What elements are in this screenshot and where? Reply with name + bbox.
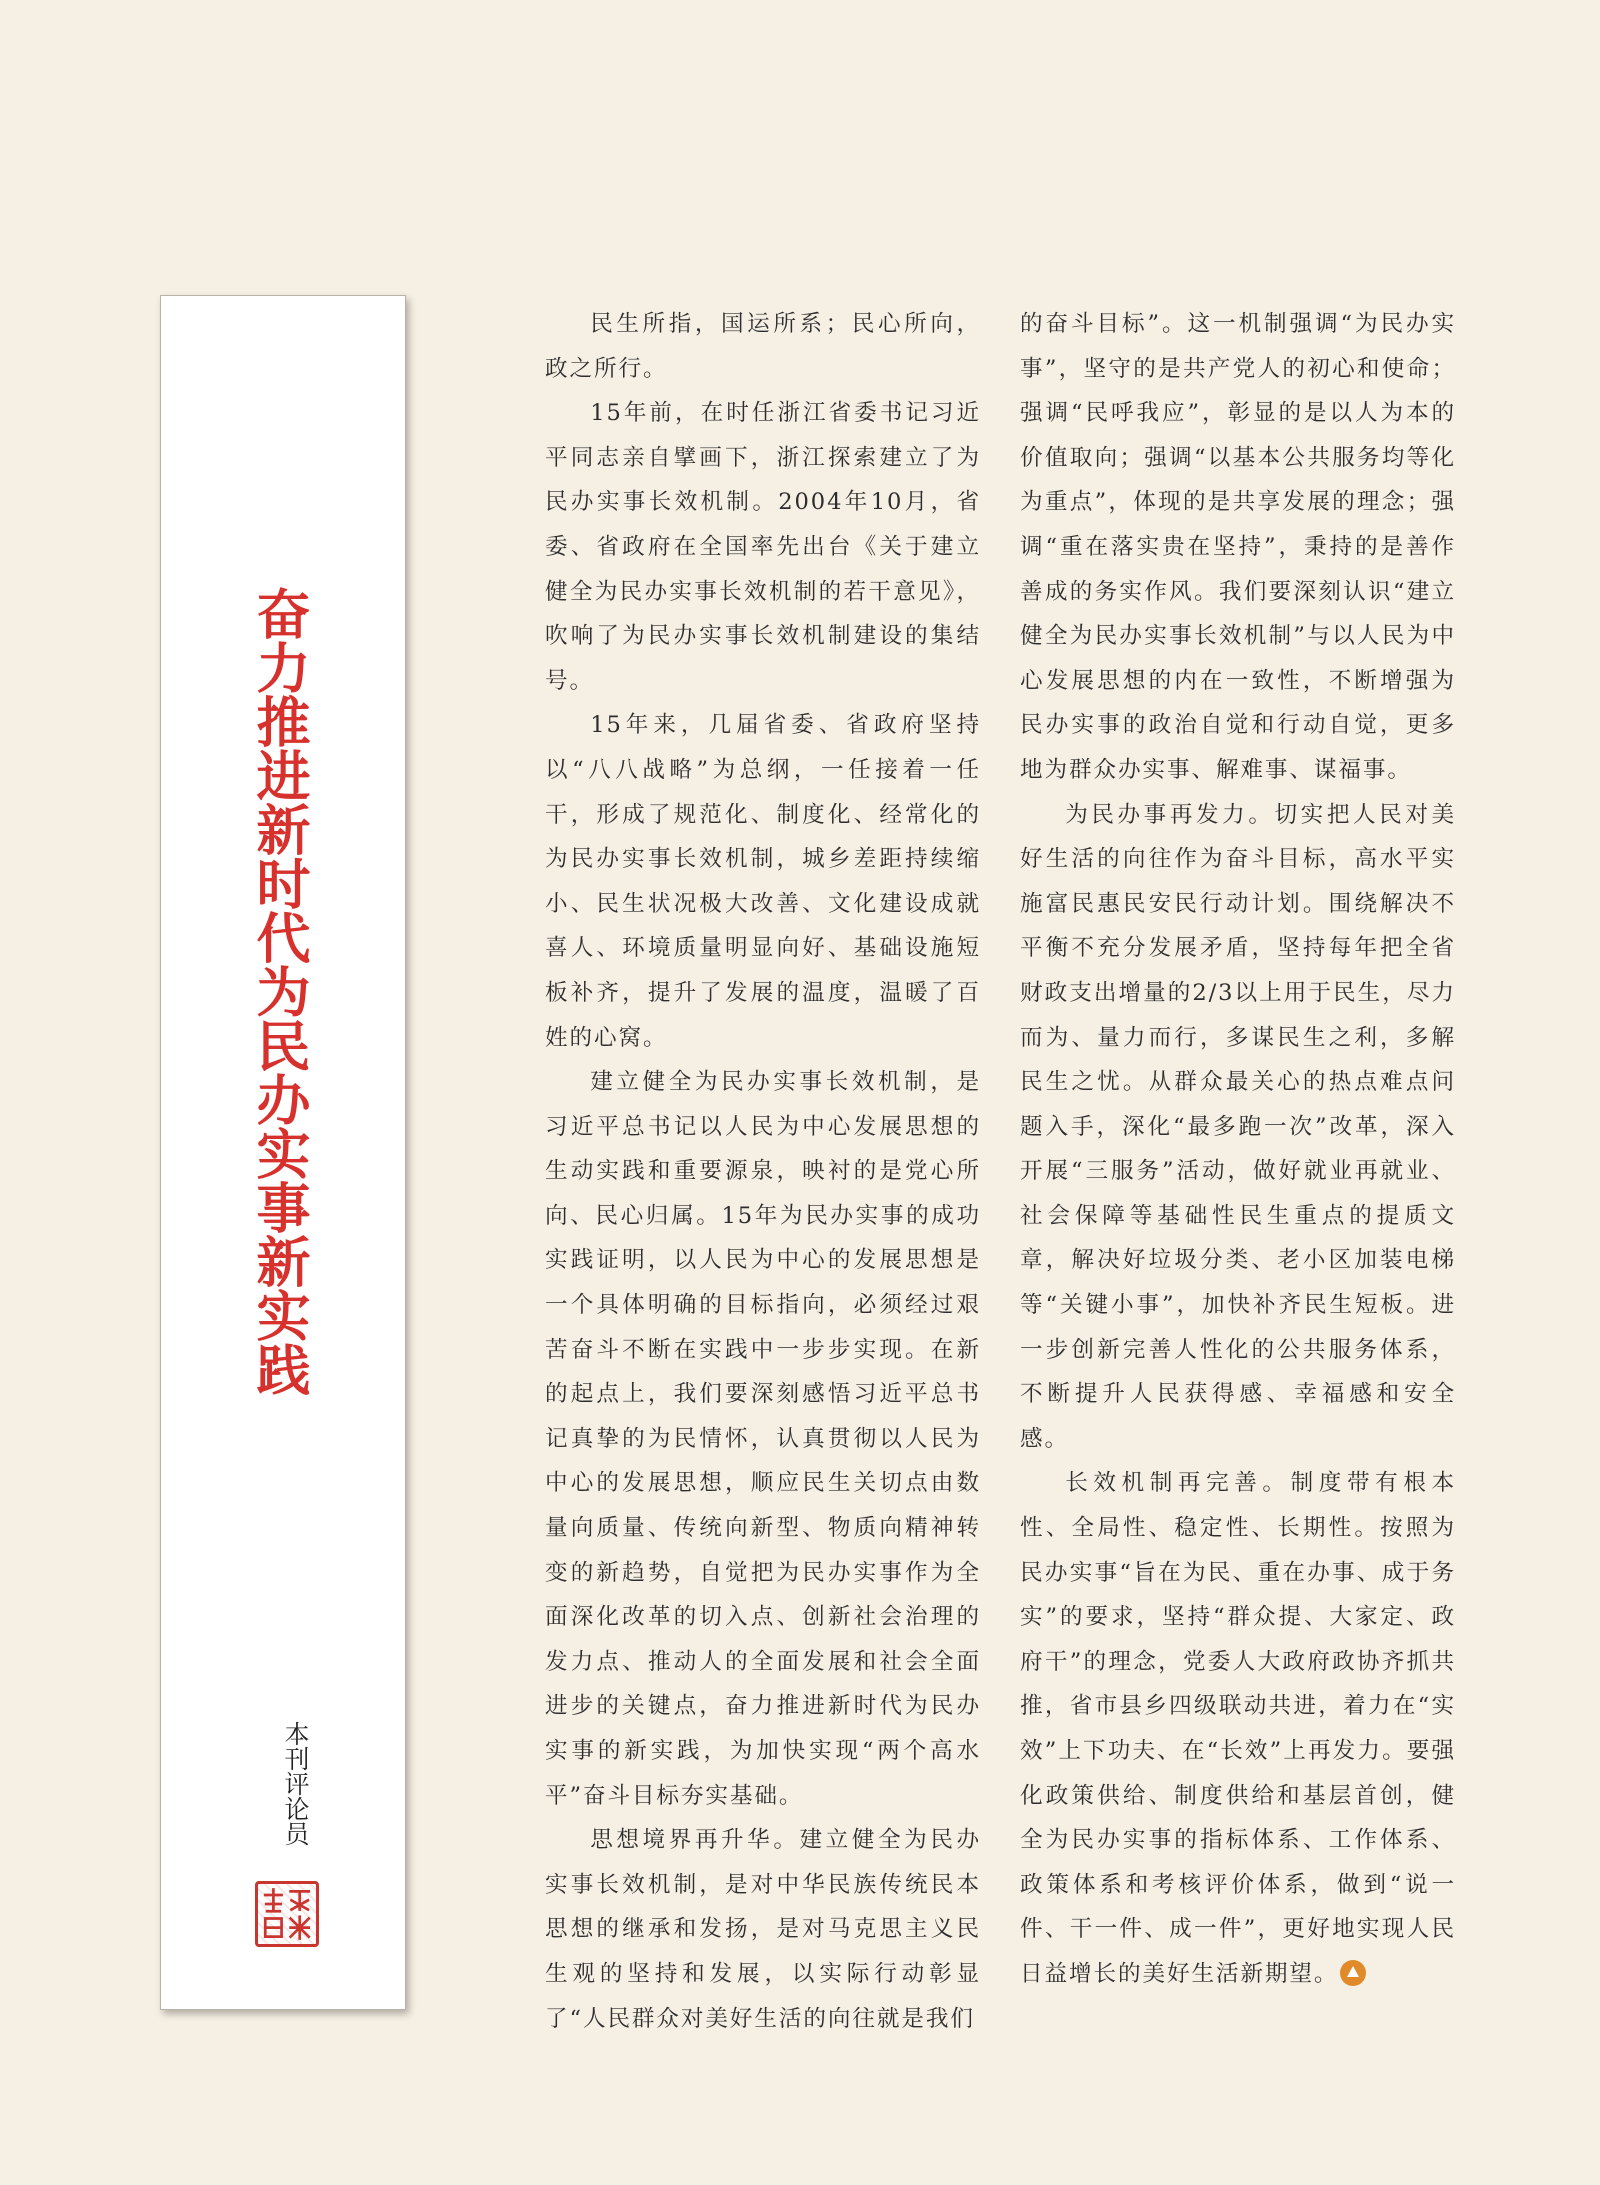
seal-stamp-icon <box>255 1881 319 1947</box>
paragraph-final <box>1020 1461 1456 1996</box>
article-title: 奋力推进新时代为民办实事新实践 <box>248 586 311 1396</box>
paragraph: 15年来，几届省委、省政府坚持以“八八战略”为总纲，一任接着一任干，形成了规范化、制度化、经常化的为民办实事长效机制，城乡差距持续缩小、民生状况极大改善、文化建设成就喜人、环境质量明显向好、基础设施短板补齐，提升了发展的温度，温暖了百姓的心窝。 <box>545 712 981 1051</box>
article-column-right <box>1020 302 1456 1997</box>
paragraph-continued: 的奋斗目标”。这一机制强调“为民办实事”，坚守的是共产党人的初心和使命；强调“民呼我应”，彰显的是以人为本的价值取向；强调“以基本公共服务均等化为重点”，体现的是共享发展的理念；强调“重在落实贵在坚持”，秉持的是善作善成的务实作风。我们要深刻认识“建立健全为民办实事长效机制”与以人民为中心发展思想的内在一致性，不断增强为民办实事的政治自觉和行动自觉，更多地为群众办实事、解难事、谋福事。 <box>1020 311 1456 783</box>
paragraph: 15年前，在时任浙江省委书记习近平同志亲自擘画下，浙江探索建立了为民办实事长效机制。2004年10月，省委、省政府在全国率先出台《关于建立健全为民办实事长效机制的若干意见》，吹响了为民办实事长效机制建设的集结号。 <box>545 400 981 694</box>
title-panel <box>160 295 406 2010</box>
paragraph: 建立健全为民办实事长效机制，是习近平总书记以人民为中心发展思想的生动实践和重要源泉，映衬的是党心所向、民心归属。15年为民办实事的成功实践证明，以人民为中心的发展思想是一个具体明确的目标指向，必须经过艰苦奋斗不断在实践中一步步实现。在新的起点上，我们要深刻感悟习近平总书记真挚的为民情怀，认真贯彻以人民为中心的发展思想，顺应民生关切点由数量向质量、传统向新型、物质向精神转变的新趋势，自觉把为民办实事作为全面深化改革的切入点、创新社会治理的发力点、推动人的全面发展和社会全面进步的关键点，奋力推进新时代为民办实事的新实践，为加快实现“两个高水平”奋斗目标夯实基础。 <box>545 1069 981 1809</box>
paragraph-final-text: 长效机制再完善。制度带有根本性、全局性、稳定性、长期性。按照为民办实事“旨在为民、重在办事、成于务实”的要求，坚持“群众提、大家定、政府干”的理念，党委人大政府政协齐抓共推，省市县乡四级联动共进，着力在“实效”上下功夫、在“长效”上再发力。要强化政策供给、制度供给和基层首创，健全为民办实事的指标体系、工作体系、政策体系和考核评价体系，做到“说一件、干一件、成一件”，更好地实现人民日益增长的美好生活新期望。 <box>1020 1470 1456 1987</box>
paragraph: 为民办事再发力。切实把人民对美好生活的向往作为奋斗目标，高水平实施富民惠民安民行动计划。围绕解决不平衡不充分发展矛盾，坚持每年把全省财政支出增量的2/3以上用于民生，尽力而为、量力而行，多谋民生之利，多解民生之忧。从群众最关心的热点难点问题入手，深化“最多跑一次”改革，深入开展“三服务”活动，做好就业再就业、社会保障等基础性民生重点的提质文章，解决好垃圾分类、老小区加装电梯等“关键小事”，加快补齐民生短板。进一步创新完善人性化的公共服务体系，不断提升人民获得感、幸福感和安全感。 <box>1020 801 1456 1452</box>
paragraph: 民生所指，国运所系；民心所向，政之所行。 <box>545 311 981 382</box>
magazine-end-mark-icon <box>1340 1960 1366 1986</box>
article-author: 本刊评论员 <box>281 1721 310 1846</box>
paragraph: 思想境界再升华。建立健全为民办实事长效机制，是对中华民族传统民本思想的继承和发扬，是对马克思主义民生观的坚持和发展，以实际行动彰显了“人民群众对美好生活的向往就是我们 <box>545 1827 981 2032</box>
article-column-left <box>545 302 981 2041</box>
